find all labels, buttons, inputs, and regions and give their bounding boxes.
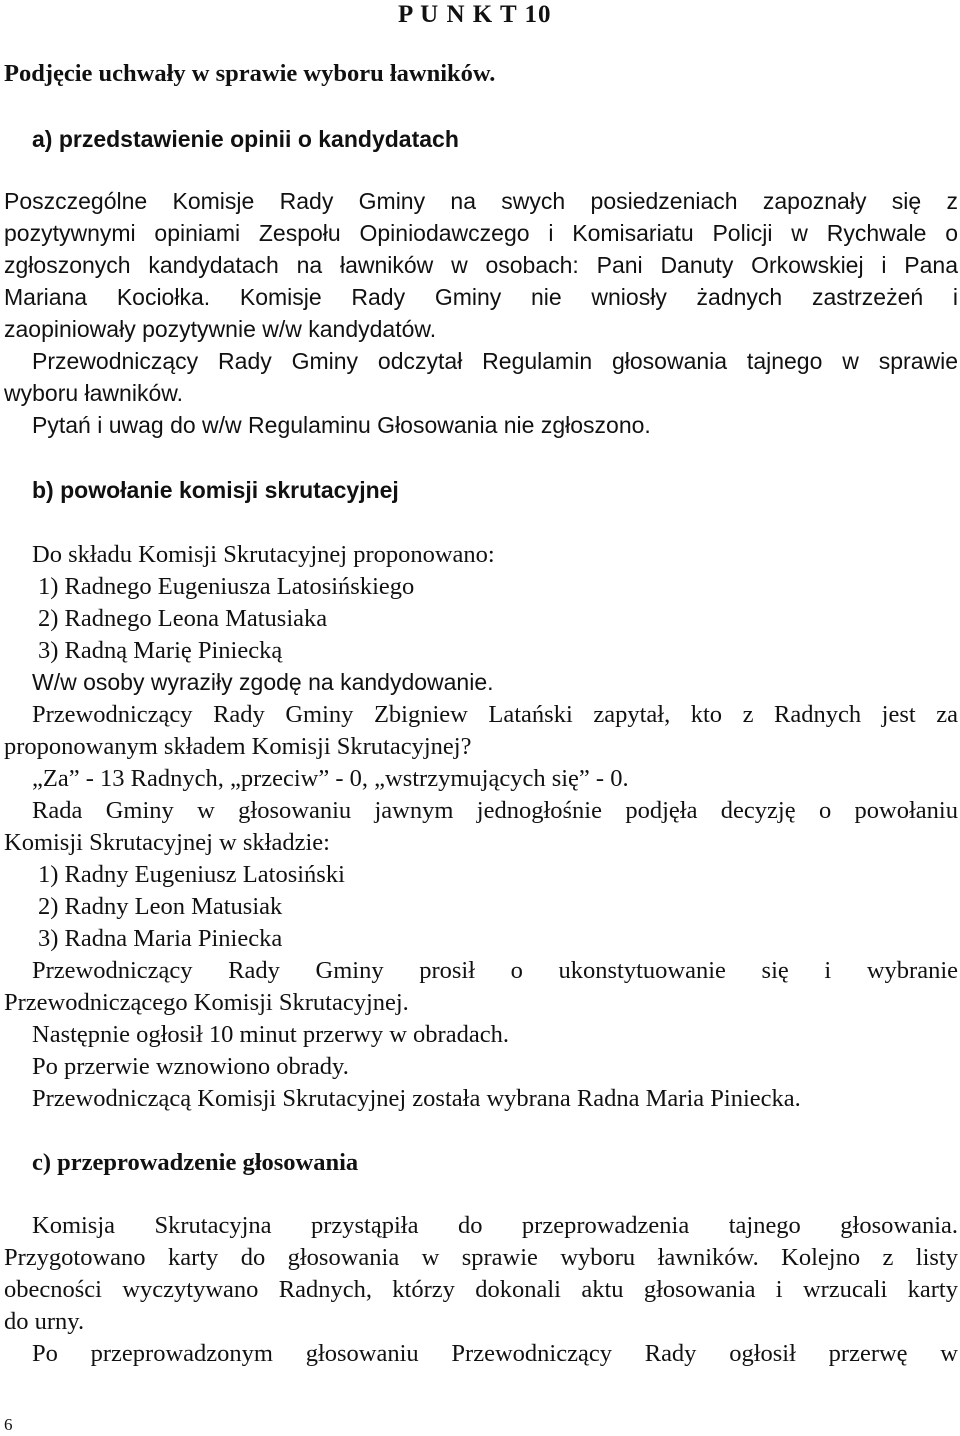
text-line: zaopiniowały pozytywnie w/w kandydatów. [4,316,437,342]
text-line: Do składu Komisji Skrutacyjnej proponowano: [32,541,495,568]
text-line: Komisja Skrutacyjna przystąpiła do przeprowadzenia tajnego głosowania. [32,1212,958,1239]
list-item: 3) Radną Marię Piniecką [38,637,283,664]
text-line: Następnie ogłosił 10 minut przerwy w obradach. [32,1021,509,1048]
vote-result: „Za” - 13 Radnych, „przeciw” - 0, „wstrzymujących się” - 0. [32,765,629,792]
list-item: 2) Radny Leon Matusiak [38,893,283,920]
text-line: Rada Gminy w głosowaniu jawnym jednogłośnie podjęła decyzję o powołaniu [32,797,958,824]
text-line: Przewodniczący Rady Gminy odczytał Regulamin głosowania tajnego w sprawie [32,348,958,374]
list-item: 2) Radnego Leona Matusiaka [38,605,328,632]
section-b-title: b) powołanie komisji skrutacyjnej [32,477,399,503]
text-line: pozytywnymi opiniami Zespołu Opiniodawczego i Komisariatu Policji w Rychwale o [4,220,958,246]
section-a-title: a) przedstawienie opinii o kandydatach [32,126,459,152]
list-item: 1) Radny Eugeniusz Latosiński [38,861,345,888]
text-line: Po przeprowadzonym głosowaniu Przewodniczący Rady ogłosił przerwę w [32,1340,958,1367]
text-line: Komisji Skrutacyjnej w składzie: [4,829,330,856]
text-line: do urny. [4,1308,85,1335]
text-line: Przewodniczący Rady Gminy prosił o ukonstytuowanie się i wybranie [32,957,958,984]
list-item: 3) Radna Maria Piniecka [38,925,283,952]
text-line: Poszczególne Komisje Rady Gminy na swych posiedzeniach zapoznały się z [4,188,958,214]
text-line: Przewodniczącą Komisji Skrutacyjnej została wybrana Radna Maria Piniecka. [32,1085,801,1112]
page-number: 6 [4,1415,13,1434]
list-item: 1) Radnego Eugeniusza Latosińskiego [38,573,415,600]
text-line: W/w osoby wyraziły zgodę na kandydowanie. [32,669,494,695]
text-line: Po przerwie wznowiono obrady. [32,1053,349,1080]
text-line: wyboru ławników. [4,380,183,406]
text-line: Mariana Kociołka. Komisje Rady Gminy nie wniosły żadnych zastrzeżeń i [4,284,958,310]
text-line: Przewodniczący Rady Gminy Zbigniew Latański zapytał, kto z Radnych jest za [32,701,958,728]
text-line: zgłoszonych kandydatach na ławników w osobach: Pani Danuty Orkowskiej i Pana [4,252,958,278]
text-line: obecności wyczytywano Radnych, którzy dokonali aktu głosowania i wrzucali karty [4,1276,958,1303]
section-c-title: c) przeprowadzenie głosowania [32,1149,359,1176]
section-heading: Podjęcie uchwały w sprawie wyboru ławników. [4,60,496,87]
text-line: Przygotowano karty do głosowania w sprawie wyboru ławników. Kolejno z listy [4,1244,958,1271]
text-line: Pytań i uwag do w/w Regulaminu Głosowania nie zgłoszono. [32,412,651,438]
text-line: proponowanym składem Komisji Skrutacyjnej? [4,733,472,760]
text-line: Przewodniczącego Komisji Skrutacyjnej. [4,989,409,1016]
punkt-heading: P U N K T 10 [398,1,552,28]
